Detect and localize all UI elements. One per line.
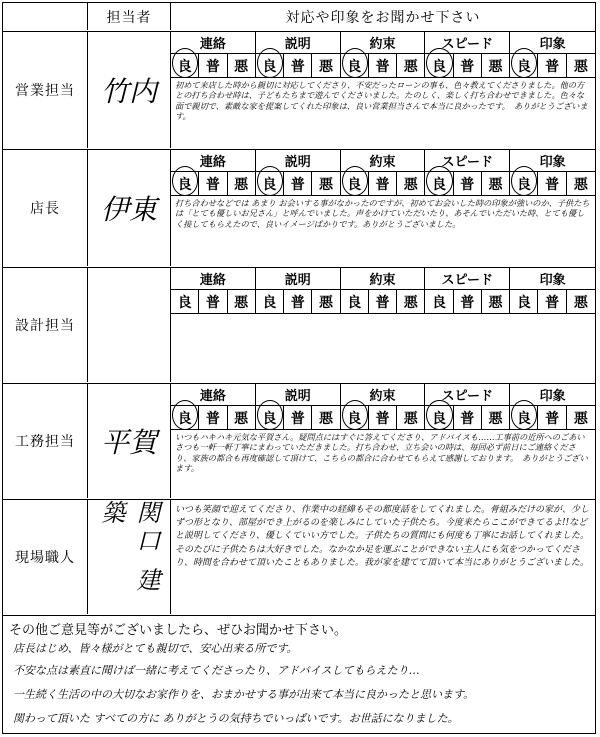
selected-circle [426,166,452,196]
staff-comment [175,316,591,380]
header-row [2,2,596,32]
grade-cell[interactable]: 良 [256,54,284,78]
grade-cell[interactable]: 普 [369,290,397,314]
grade-cell[interactable]: 普 [284,290,312,314]
selected-circle [342,166,368,196]
selected-circle [257,166,283,196]
survey-sheet [2,2,596,734]
role-label: 営業担当 [15,83,75,99]
grade-cell[interactable]: 良 [341,406,369,430]
selected-circle [172,166,198,196]
grade-cell[interactable]: 悪 [312,54,340,78]
role-label: 工務担当 [15,434,75,450]
grade-cell[interactable]: 悪 [482,54,510,78]
rating-category: スピード [425,268,510,290]
role-label: 現場職人 [15,550,75,566]
staff-name [87,268,171,382]
grade-cell[interactable]: 良 [171,54,199,78]
staff-comment: いつも笑顔で迎えてくださり、作業中の経緯もその都度話をしてくれました。骨組みだけの家が、少しずつ形となり、部屋ができ上がるのを楽しみにしていた子供たち。今度来たらここができてるよ!!などと説明してくださり、優しくていい方でした。子供たちの質問にも何度も丁寧にお話してくれました。そのたびに子供たちは大好きでした。なかなか足を運ぶことができない主人にも気をつかってくださり、時間を合わせて頂いたこともありました。我が家を建てて頂いて本当にありがとうございました。 [175,505,590,568]
grade-cell[interactable]: 悪 [312,172,340,196]
grade-cell[interactable]: 悪 [228,54,256,78]
grade-cell[interactable]: 良 [171,406,199,430]
grade-cell[interactable]: 普 [538,172,566,196]
grade-cell[interactable]: 悪 [397,406,425,430]
selected-circle [257,48,283,78]
header-feedback: 対応や印象をお聞かせ下さい [285,9,481,26]
selected-circle [342,48,368,78]
rating-category: 約束 [341,268,426,290]
staff-name: 平賀 [87,384,171,498]
staff-row [2,32,596,150]
grade-cell[interactable]: 良 [510,406,538,430]
grade-cell[interactable]: 普 [369,406,397,430]
grade-cell[interactable]: 悪 [312,290,340,314]
grade-cell[interactable]: 普 [369,172,397,196]
grade-cell[interactable]: 悪 [482,406,510,430]
grade-cell[interactable]: 良 [171,290,199,314]
grade-cell[interactable]: 悪 [482,172,510,196]
grade-cell[interactable]: 良 [425,406,453,430]
rating-category: 約束 [341,32,426,54]
comment-line-1: 店長はじめ、皆々様がとても親切で、安心出来る所です。 [13,642,298,655]
staff-comment: 初めて来店した時から親切に対応してくださり、不安だったローンの事も、色々教えてくださりました。他の方との打ち合わせ時は、子どもたちまで遊んでくださいました。たのしく、楽しく打ち合わせできました。色々な面で親切で、素敵な家を提案してくれた印象は、良い営業担当さんで本当に良かったです。 ありがとうございます。 [175,80,588,122]
grade-cell[interactable]: 悪 [397,290,425,314]
rating-category: 約束 [341,384,426,406]
grade-cell[interactable]: 悪 [567,406,595,430]
grade-cell[interactable]: 普 [284,54,312,78]
grade-cell[interactable]: 良 [510,290,538,314]
role-label: 店長 [30,201,60,217]
rating-category: スピード [425,32,510,54]
selected-circle [257,400,283,430]
grade-cell[interactable]: 普 [538,406,566,430]
grade-cell[interactable]: 普 [454,406,482,430]
grade-cell[interactable]: 良 [425,54,453,78]
grade-cell[interactable]: 悪 [567,54,595,78]
grade-cell[interactable]: 普 [538,54,566,78]
grade-cell[interactable]: 良 [425,290,453,314]
grade-cell[interactable]: 良 [510,54,538,78]
rating-category: 説明 [256,268,341,290]
rating-category: 印象 [510,32,595,54]
grade-cell[interactable]: 普 [284,406,312,430]
grade-cell[interactable]: 普 [454,172,482,196]
grade-cell[interactable]: 普 [199,172,227,196]
grade-cell[interactable]: 良 [341,54,369,78]
rating-category: 説明 [256,150,341,172]
selected-circle [172,48,198,78]
staff-row [2,150,596,268]
comment-line-3: 一生続く生活の中の大切なお家作りを、おまかせする事が出来て本当に良かったと思います。 [13,688,475,701]
other-comments-section [2,616,596,734]
grade-cell[interactable]: 良 [510,172,538,196]
rating-category: 印象 [510,268,595,290]
other-comments-heading: その他ご意見等がございましたら、ぜひお聞かせ下さい。 [9,623,348,638]
grade-cell[interactable]: 普 [454,54,482,78]
rating-category: 連絡 [171,384,256,406]
grade-cell[interactable]: 悪 [228,290,256,314]
rating-category: スピード [425,384,510,406]
grade-cell[interactable]: 良 [341,290,369,314]
grade-cell[interactable]: 悪 [228,406,256,430]
grade-cell[interactable]: 良 [256,290,284,314]
rating-category: スピード [425,150,510,172]
rating-category: 説明 [256,384,341,406]
selected-circle [342,400,368,430]
selected-circle [426,48,452,78]
grade-cell[interactable]: 悪 [397,54,425,78]
rating-category: 印象 [510,150,595,172]
grade-cell[interactable]: 悪 [482,290,510,314]
header-staff: 担当者 [87,3,171,30]
selected-circle [172,400,198,430]
grade-cell[interactable]: 悪 [228,172,256,196]
grade-cell[interactable]: 普 [199,290,227,314]
grade-cell[interactable]: 普 [538,290,566,314]
staff-name: 伊東 [87,150,171,266]
grade-cell[interactable]: 普 [199,54,227,78]
grade-cell[interactable]: 普 [284,172,312,196]
grade-cell[interactable]: 良 [171,172,199,196]
staff-row [2,384,596,500]
grade-cell[interactable]: 悪 [567,172,595,196]
staff-comment: 打ち合わせなどでは あまり お会いする事がなかったのですが、初めてお会いした時の印象が強いのか、子供たちは「とても優しいお兄さん」と呼んでいました。声をかけていただいたり、あそんでいただいた時、とても優しく接してもらえたので、良いイメージばかりです。ありがとうございました。 [175,198,590,229]
grade-cell[interactable]: 悪 [397,172,425,196]
grade-cell[interactable]: 普 [454,290,482,314]
comment-line-2: 不安な点は素直に聞けば一緒に考えてくださったり、アドバイスしてもらえたり… [13,664,420,677]
rating-category: 約束 [341,150,426,172]
rating-category: 印象 [510,384,595,406]
staff-row [2,268,596,384]
grade-cell[interactable]: 普 [199,406,227,430]
grade-cell[interactable]: 普 [369,54,397,78]
rating-category: 連絡 [171,268,256,290]
grade-cell[interactable]: 良 [425,172,453,196]
grade-cell[interactable]: 良 [256,406,284,430]
grade-cell[interactable]: 良 [256,172,284,196]
grade-cell[interactable]: 悪 [567,290,595,314]
selected-circle [426,400,452,430]
rating-category: 連絡 [171,150,256,172]
grade-cell[interactable]: 良 [341,172,369,196]
comment-line-4: 関わって頂いた すべての方に ありがとうの気持ちでいっぱいです。お世話になりました。 [13,712,459,725]
staff-name: 関口 建築 [87,500,171,614]
rating-category: 連絡 [171,32,256,54]
staff-comment: いつもハキハキ元気な平賀さん。疑問点にはすぐに答えてくださり、アドバイスも……工事前の近所へのごあいさつも一軒一軒丁寧にまわっていただきました。打ち合わせ、立ち会いの時は、毎回必ず前日にご連絡くださり、家族の都合も再度確認して頂けて、こちらの都合に合わせてもらえて感謝しております。 ありがとうございます。 [175,432,588,474]
staff-name: 竹内 [87,32,171,148]
role-label: 設計担当 [15,318,75,334]
staff-row [2,500,596,616]
rating-category: 説明 [256,32,341,54]
grade-cell[interactable]: 悪 [312,406,340,430]
